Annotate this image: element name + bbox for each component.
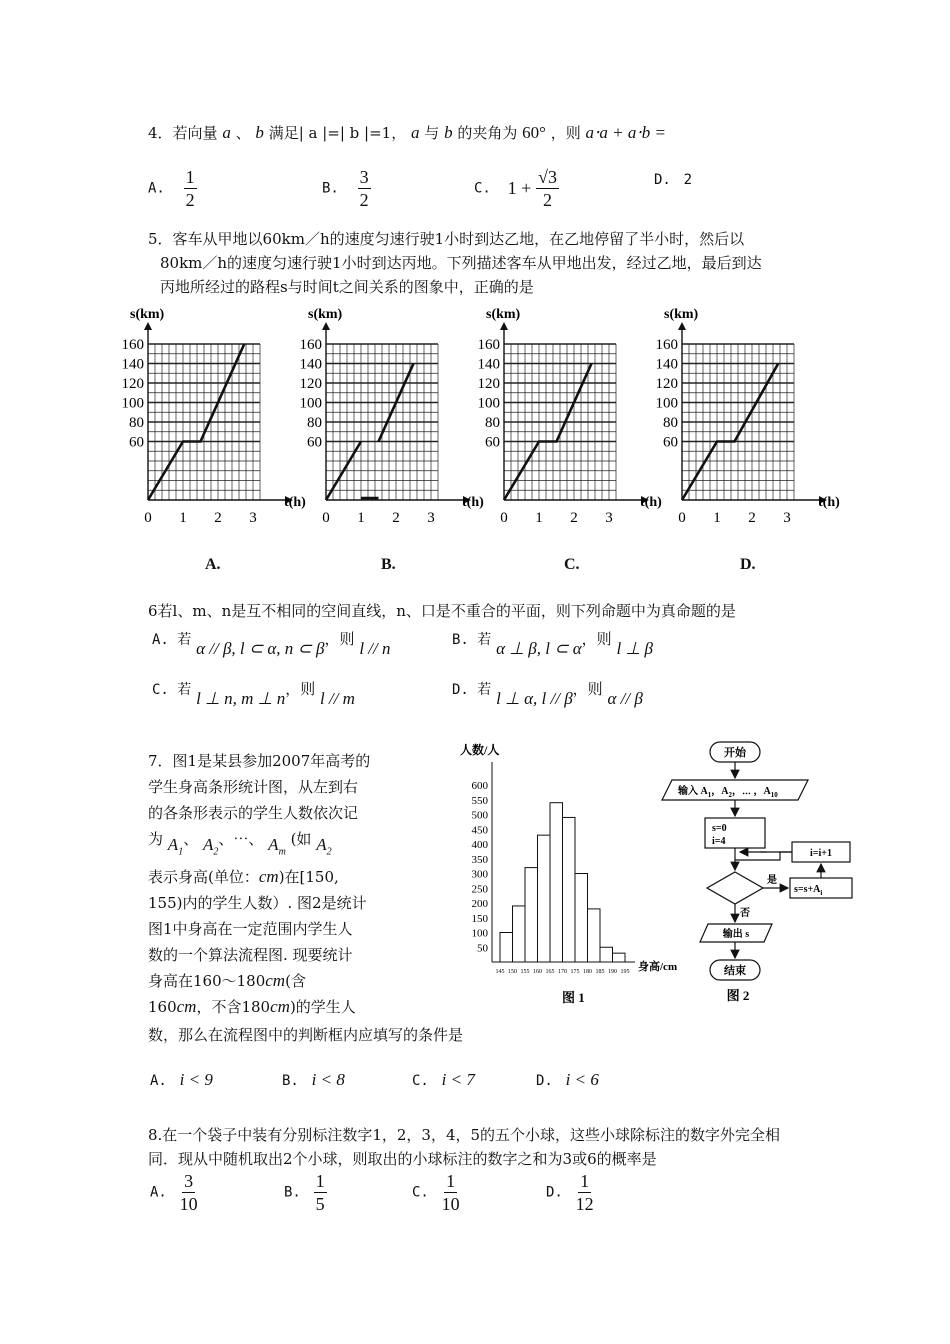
histogram-bar xyxy=(600,947,613,962)
option-label: A. xyxy=(150,1073,167,1089)
q6-option-b xyxy=(452,628,653,658)
subscript: 2 xyxy=(728,791,732,799)
unit-cm: cm xyxy=(270,997,290,1016)
q7-line: 数的一个算法流程图. 现要统计 xyxy=(148,946,353,964)
fraction-denominator: 5 xyxy=(315,1194,325,1214)
x-axis-label: t(h) xyxy=(284,495,306,510)
option-value: i < 8 xyxy=(311,1070,345,1089)
fraction-numerator: √3 xyxy=(538,167,557,187)
q6-option-d xyxy=(452,678,643,708)
symbol-a: A xyxy=(167,835,179,854)
option-label: A. xyxy=(150,1184,167,1201)
q7-text-prefix: 为 xyxy=(148,830,164,848)
x-tick-label: 3 xyxy=(427,510,435,526)
flow-output-text: 输出 s xyxy=(722,929,750,940)
q4-stem xyxy=(148,122,666,143)
flow-input-text xyxy=(677,784,778,799)
q7-line-11: 数，那么在流程图中的判断框内应填写的条件是 xyxy=(148,1026,464,1044)
figure-1-caption: 图 1 xyxy=(562,990,585,1005)
y-axis-label: s(km) xyxy=(308,307,343,322)
histogram-x-tick: 185 xyxy=(595,969,605,975)
q7-text: )的学生人 xyxy=(289,998,356,1016)
q7-option-b xyxy=(282,1070,345,1090)
histogram-bar xyxy=(613,953,626,962)
y-tick-label: 60 xyxy=(485,434,500,451)
q4-expression: a⋅a + a⋅b = xyxy=(585,123,667,142)
histogram-bar xyxy=(538,835,551,962)
y-axis-label: s(km) xyxy=(664,307,699,322)
x-tick-label: 2 xyxy=(214,510,222,526)
fraction-numerator: 3 xyxy=(359,167,369,187)
subscript: 1 xyxy=(707,791,712,799)
q4-option-b xyxy=(322,166,371,211)
flow-init-i: i=4 xyxy=(712,836,726,847)
flow-input-label: ，⋯ ，A xyxy=(731,786,771,797)
q5-line-2: 80km／h的速度匀速行驶1小时到达丙地。下列描述客车从甲地出发，经过乙地，最后到达 xyxy=(160,254,762,272)
q4-angle: 60° xyxy=(522,123,546,142)
histogram-bar xyxy=(525,868,538,962)
flow-end-text: 结束 xyxy=(724,965,746,977)
flow-no-label: 否 xyxy=(740,908,750,919)
flow-increment-text: i=i+1 xyxy=(810,848,832,859)
unit-cm: cm xyxy=(258,867,279,886)
histogram-bar xyxy=(563,817,576,962)
histogram-y-tick: 100 xyxy=(471,927,488,940)
option-label: D. xyxy=(654,172,671,188)
histogram-y-tick: 500 xyxy=(471,809,488,822)
subscript: i xyxy=(820,889,823,897)
option-value: i < 9 xyxy=(179,1070,213,1089)
flow-yes-label: 是 xyxy=(767,875,777,886)
symbol-a: A xyxy=(202,835,214,854)
option-label: A. xyxy=(148,180,165,197)
unit-cm: cm xyxy=(265,971,286,990)
subscript: 2 xyxy=(326,846,332,858)
histogram-bar xyxy=(550,803,563,962)
y-tick-label: 100 xyxy=(477,395,500,412)
q7-option-a xyxy=(150,1070,213,1090)
x-tick-label: 1 xyxy=(179,510,187,526)
x-tick-label: 1 xyxy=(535,510,543,526)
q7-text: )在[150, xyxy=(278,868,339,886)
x-tick-label: 1 xyxy=(713,510,721,526)
q7-line: 学生身高条形统计图，从左到右 xyxy=(148,778,359,796)
q7-line: 7．图1是某县参加2007年高考的 xyxy=(148,752,371,770)
x-axis-label: t(h) xyxy=(640,495,662,510)
q4-options xyxy=(148,160,748,220)
y-tick-label: 140 xyxy=(655,356,678,373)
fraction-numerator: 1 xyxy=(446,1171,456,1191)
graph-c xyxy=(478,307,663,526)
q4-option-a xyxy=(148,166,197,211)
q7-text: 身高在160～180 xyxy=(148,972,266,990)
option-result: l // n xyxy=(359,639,391,658)
option-label: A. 若 xyxy=(152,632,192,648)
histogram-y-tick: 600 xyxy=(471,780,488,792)
q7-text: 160 xyxy=(148,998,177,1016)
x-tick-label: 0 xyxy=(678,510,686,526)
histogram-x-tick: 190 xyxy=(608,969,617,975)
fraction-denominator: 2 xyxy=(543,190,553,210)
q8-option-a xyxy=(150,1170,198,1215)
subscript: m xyxy=(278,846,286,858)
y-tick-label: 80 xyxy=(307,415,322,431)
flow-input-label: ，A xyxy=(711,786,729,797)
y-tick-label: 160 xyxy=(121,337,144,353)
vector-b-2: b xyxy=(444,123,453,142)
histogram-x-tick: 175 xyxy=(570,969,580,975)
q7-text: (含 xyxy=(285,972,306,990)
y-axis-label: s(km) xyxy=(486,307,521,322)
option-label: B. 若 xyxy=(452,632,492,648)
q8-line-1: 8.在一个袋子中装有分别标注数字1，2，3，4，5的五个小球，这些小球除标注的数字外完全相 xyxy=(148,1126,781,1144)
y-tick-label: 140 xyxy=(299,356,322,373)
histogram-x-tick: 195 xyxy=(620,969,630,975)
q7-paren: (如 xyxy=(290,830,312,848)
y-axis-arrow xyxy=(500,322,508,330)
fraction-denominator: 10 xyxy=(441,1194,460,1214)
option-then: ，则 xyxy=(324,630,355,648)
x-tick-label: 3 xyxy=(783,510,791,526)
flowchart-figure-2 xyxy=(660,738,860,1010)
vector-a: a xyxy=(222,123,231,142)
option-label: B. xyxy=(322,180,339,197)
vector-b: b xyxy=(255,123,264,142)
y-axis-arrow xyxy=(678,322,686,330)
option-result: l // m xyxy=(320,689,355,708)
q4-stem-mid: 满足| a |=| b |=1， xyxy=(268,124,407,142)
fraction-numerator: 1 xyxy=(580,1171,590,1191)
q4-stem-mid3: 的夹角为 xyxy=(457,124,518,142)
y-tick-label: 140 xyxy=(121,356,144,373)
option-result: α // β xyxy=(607,689,643,708)
y-tick-label: 140 xyxy=(477,356,500,373)
q5-line-1: 5．客车从甲地以60km／h的速度匀速行驶1小时到达乙地，在乙地停留了半小时，然后以 xyxy=(148,230,745,248)
fraction-denominator: 2 xyxy=(359,190,369,210)
histogram-x-tick: 155 xyxy=(520,969,530,975)
graph-a xyxy=(122,307,307,526)
flow-init-s: s=0 xyxy=(712,823,727,834)
x-tick-label: 3 xyxy=(605,510,613,526)
q4-option-c xyxy=(474,166,559,211)
histogram-bar xyxy=(500,933,513,963)
histogram-y-tick: 50 xyxy=(477,942,488,955)
vector-a-2: a xyxy=(410,123,420,142)
flow-decision-node xyxy=(707,872,763,904)
graph-label-c: C. xyxy=(564,556,580,573)
graph-label-b: B. xyxy=(381,556,396,573)
option-label: D. xyxy=(536,1073,553,1089)
q7-line-5 xyxy=(148,864,448,890)
q7-dots: 、⋯、 xyxy=(218,830,264,848)
q7-line-9 xyxy=(148,968,448,994)
q7-option-d xyxy=(536,1070,599,1090)
q4-sep: 、 xyxy=(235,124,251,142)
histogram-y-tick: 350 xyxy=(471,853,488,866)
y-axis-label: s(km) xyxy=(130,307,165,322)
histogram-x-tick: 170 xyxy=(558,969,567,975)
option-condition: l ⊥ n, m ⊥ n xyxy=(196,689,286,708)
q7-sep: 、 xyxy=(183,830,199,848)
subscript: 1 xyxy=(178,846,184,858)
y-tick-label: 160 xyxy=(477,337,500,353)
x-axis-label: t(h) xyxy=(818,495,840,510)
x-tick-label: 3 xyxy=(249,510,257,526)
q7-text: 表示身高(单位： xyxy=(148,868,259,886)
x-axis-label: t(h) xyxy=(462,495,484,510)
q8-option-b xyxy=(284,1170,327,1215)
histogram-x-tick: 150 xyxy=(508,969,517,975)
flow-acc-label: s=s+A xyxy=(794,884,821,895)
option-result: l ⊥ β xyxy=(616,639,653,658)
y-tick-label: 100 xyxy=(121,395,144,412)
q7-line: 的各条形表示的学生人数依次记 xyxy=(148,804,359,822)
y-axis-arrow xyxy=(144,322,152,330)
option-label: B. xyxy=(282,1073,299,1089)
option-c-whole: 1 + xyxy=(507,178,532,198)
y-tick-label: 60 xyxy=(129,434,144,451)
q7-line: 图1中身高在一定范围内学生人 xyxy=(148,920,353,938)
histogram-y-tick: 400 xyxy=(471,839,488,851)
q4-stem-mid2: 与 xyxy=(424,124,440,142)
histogram-bar xyxy=(588,909,601,962)
y-tick-label: 120 xyxy=(299,376,322,392)
q7-line-10 xyxy=(148,994,448,1020)
q6-option-a xyxy=(152,628,391,658)
histogram-y-tick: 150 xyxy=(471,912,488,925)
q7-line-4 xyxy=(148,826,448,864)
histogram-x-tick: 180 xyxy=(583,969,592,975)
x-tick-label: 2 xyxy=(570,510,578,526)
flow-start-text: 开始 xyxy=(724,747,746,759)
flow-input-label: 输入 A xyxy=(678,786,708,797)
option-condition: l ⊥ α, l // β xyxy=(496,689,573,708)
histogram-y-tick: 250 xyxy=(471,883,488,896)
y-axis-arrow xyxy=(322,322,330,330)
x-tick-label: 0 xyxy=(144,510,152,526)
figure-2-caption: 图 2 xyxy=(726,988,750,1003)
q7-line: 155)内的学生人数）. 图2是统计 xyxy=(148,894,367,912)
histogram-y-tick: 450 xyxy=(471,824,488,837)
histogram-y-tick: 300 xyxy=(471,868,488,881)
option-condition: α ⊥ β, l ⊂ α xyxy=(496,639,582,658)
option-label: C. xyxy=(412,1073,429,1089)
graph-label-d: D. xyxy=(740,556,756,573)
histogram-ylabel: 人数/人 xyxy=(460,743,500,757)
option-label: B. xyxy=(284,1184,301,1201)
y-tick-label: 60 xyxy=(663,434,678,451)
subscript: 10 xyxy=(770,791,778,799)
y-tick-label: 60 xyxy=(307,434,322,451)
fraction-denominator: 2 xyxy=(185,190,195,210)
x-tick-label: 0 xyxy=(500,510,508,526)
q7-text xyxy=(148,748,448,1020)
option-value: i < 7 xyxy=(441,1070,475,1089)
option-then: ，则 xyxy=(581,630,612,648)
q6-option-c xyxy=(152,678,355,708)
x-tick-label: 2 xyxy=(748,510,756,526)
option-label: C. xyxy=(412,1184,429,1201)
q8-line-2: 同．现从中随机取出2个小球，则取出的小球标注的数字之和为3或6的概率是 xyxy=(148,1150,657,1168)
y-tick-label: 120 xyxy=(477,376,500,392)
y-tick-label: 80 xyxy=(663,415,678,431)
subscript: 2 xyxy=(213,846,219,858)
y-tick-label: 160 xyxy=(655,337,678,353)
y-tick-label: 80 xyxy=(129,415,144,431)
unit-cm: cm xyxy=(176,997,197,1016)
y-tick-label: 100 xyxy=(299,395,322,412)
option-label: C. 若 xyxy=(152,682,192,698)
y-tick-label: 160 xyxy=(299,337,322,353)
histogram-x-tick: 165 xyxy=(545,969,555,975)
y-tick-label: 120 xyxy=(121,376,144,392)
option-label: D. 若 xyxy=(452,682,492,698)
q8-options xyxy=(150,1170,650,1226)
x-tick-label: 2 xyxy=(392,510,400,526)
fraction-numerator: 1 xyxy=(315,1171,325,1191)
option-then: ，则 xyxy=(285,680,316,698)
q5-graphs xyxy=(110,300,860,580)
q7-text: ，不含180 xyxy=(196,998,271,1016)
symbol-a: A xyxy=(316,835,327,854)
q7-option-c xyxy=(412,1070,475,1090)
fraction-denominator: 12 xyxy=(575,1194,594,1214)
histogram-x-tick: 160 xyxy=(533,969,542,975)
symbol-a: A xyxy=(268,835,279,854)
q4-stem-text: 4．若向量 xyxy=(148,124,218,142)
option-then: ，则 xyxy=(572,680,603,698)
histogram-xlabel: 身高/cm xyxy=(638,961,678,973)
option-label: C. xyxy=(474,180,491,197)
y-tick-label: 120 xyxy=(655,376,678,392)
option-value: i < 6 xyxy=(565,1070,599,1089)
option-label: D. xyxy=(546,1184,563,1201)
q4-option-d xyxy=(654,170,692,188)
x-tick-label: 0 xyxy=(322,510,330,526)
q8-option-c xyxy=(412,1170,460,1215)
fraction-denominator: 10 xyxy=(179,1194,198,1214)
fraction-numerator: 1 xyxy=(185,167,195,187)
histogram-y-tick: 550 xyxy=(471,794,488,807)
histogram-bar xyxy=(575,874,588,963)
graph-b xyxy=(300,307,485,526)
histogram-y-tick: 200 xyxy=(471,898,488,910)
q6-stem: 6若l、m、n是互不相同的空间直线，n、口是不重合的平面，则下列命题中为真命题的是 xyxy=(148,602,736,620)
graph-label-a: A. xyxy=(205,556,221,573)
histogram-x-tick: 145 xyxy=(495,969,505,975)
q4-stem-end: ，则 xyxy=(550,124,581,142)
q5-line-3: 丙地所经过的路程s与时间t之间关系的图象中，正确的是 xyxy=(160,278,534,296)
q7-options xyxy=(150,1070,650,1100)
option-condition: α // β, l ⊂ α, n ⊂ β xyxy=(196,639,325,658)
graph-d xyxy=(656,307,841,526)
fraction-numerator: 3 xyxy=(184,1171,194,1191)
y-tick-label: 80 xyxy=(485,415,500,431)
x-tick-label: 1 xyxy=(357,510,365,526)
histogram-bar xyxy=(513,906,526,962)
option-value: 2 xyxy=(683,172,693,188)
y-tick-label: 100 xyxy=(655,395,678,412)
q8-option-d xyxy=(546,1170,594,1215)
